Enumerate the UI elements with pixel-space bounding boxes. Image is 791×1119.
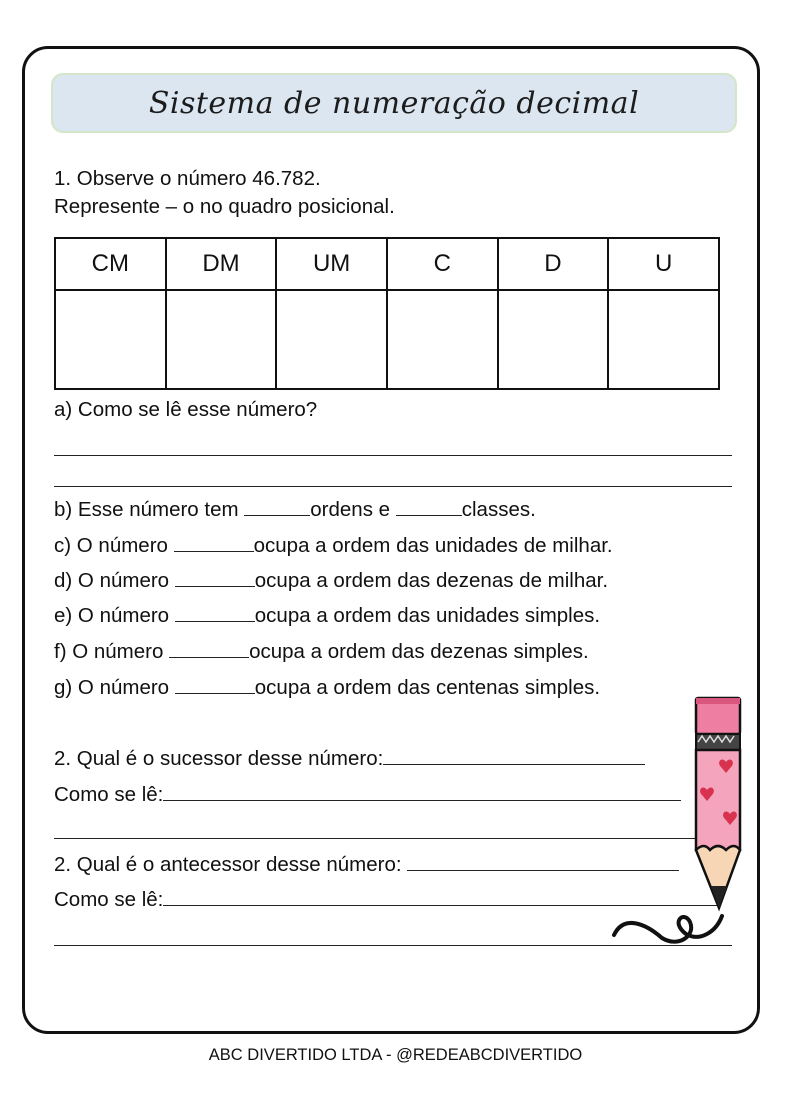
pencil-icon bbox=[600, 690, 750, 955]
answer-cell-d[interactable] bbox=[498, 290, 609, 389]
answer-cell-dm[interactable] bbox=[166, 290, 277, 389]
header-dm: DM bbox=[166, 238, 277, 290]
item-f-text2: ocupa a ordem das dezenas simples. bbox=[249, 640, 589, 663]
answer-cell-u[interactable] bbox=[608, 290, 719, 389]
header-c: C bbox=[387, 238, 498, 290]
answer-line-a2[interactable] bbox=[54, 486, 732, 487]
item-b-text1: b) Esse número tem bbox=[54, 498, 245, 521]
q2-read-2-text: Como se lê: bbox=[54, 888, 164, 911]
blank-g[interactable] bbox=[175, 675, 255, 694]
blank-c[interactable] bbox=[174, 533, 254, 552]
header-u: U bbox=[608, 238, 719, 290]
q2-read-1 bbox=[54, 782, 681, 807]
header-d: D bbox=[498, 238, 609, 290]
item-g-text2: ocupa a ordem das centenas simples. bbox=[254, 676, 601, 699]
blank-f[interactable] bbox=[169, 639, 249, 658]
item-d-text2: ocupa a ordem das dezenas de milhar. bbox=[254, 569, 609, 592]
item-b bbox=[54, 497, 536, 522]
place-value-table bbox=[54, 237, 720, 390]
item-d-text1: d) O número bbox=[54, 569, 175, 592]
item-f bbox=[54, 639, 589, 664]
page-title: Sistema de numeração decimal bbox=[148, 85, 640, 121]
q1-statement: 1. Observe o número 46.782. bbox=[54, 167, 321, 190]
pencil-eraser-top bbox=[696, 698, 740, 704]
header-um: UM bbox=[276, 238, 387, 290]
q2-successor bbox=[54, 746, 645, 771]
item-g-text1: g) O número bbox=[54, 676, 175, 699]
answer-cell-c[interactable] bbox=[387, 290, 498, 389]
q2-predecessor bbox=[54, 852, 679, 877]
item-c-text2: ocupa a ordem das unidades de milhar. bbox=[253, 534, 613, 557]
item-f-text1: f) O número bbox=[54, 640, 170, 663]
header-cm: CM bbox=[55, 238, 166, 290]
q2-predecessor-text: 2. Qual é o antecessor desse número: bbox=[54, 853, 408, 876]
item-c-text1: c) O número bbox=[54, 534, 174, 557]
q2-successor-text: 2. Qual é o sucessor desse número: bbox=[54, 747, 384, 770]
blank-e[interactable] bbox=[175, 603, 255, 622]
pencil-scribble bbox=[614, 916, 722, 942]
answer-line-a1[interactable] bbox=[54, 455, 732, 456]
blank-d[interactable] bbox=[175, 568, 255, 587]
item-e bbox=[54, 603, 600, 628]
answer-cell-cm[interactable] bbox=[55, 290, 166, 389]
answer-cell-um[interactable] bbox=[276, 290, 387, 389]
blank-orders[interactable] bbox=[244, 497, 310, 516]
q1-instruction: Represente – o no quadro posicional. bbox=[54, 195, 395, 218]
item-a: a) Como se lê esse número? bbox=[54, 398, 318, 421]
item-c bbox=[54, 533, 613, 558]
item-d bbox=[54, 568, 608, 593]
item-b-text3: classes. bbox=[461, 498, 536, 521]
title-banner bbox=[51, 73, 737, 133]
q2-read-1-text: Como se lê: bbox=[54, 783, 164, 806]
footer-credit: ABC DIVERTIDO LTDA - @REDEABCDIVERTIDO bbox=[208, 1046, 583, 1064]
item-b-text2: ordens e bbox=[310, 498, 396, 521]
item-e-text2: ocupa a ordem das unidades simples. bbox=[254, 604, 601, 627]
item-g bbox=[54, 675, 600, 700]
item-e-text1: e) O número bbox=[54, 604, 175, 627]
blank-classes[interactable] bbox=[396, 497, 462, 516]
pencil-body bbox=[696, 750, 740, 850]
